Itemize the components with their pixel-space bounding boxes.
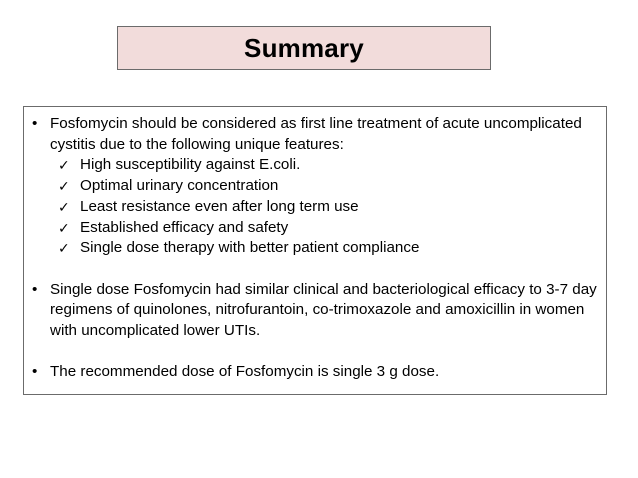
checklist-item	[58, 238, 598, 259]
slide-title: Summary	[244, 32, 364, 63]
checkmark-icon: ✓	[58, 178, 70, 195]
bullet-text: The recommended dose of Fosfomycin is single 3 g dose.	[50, 363, 440, 381]
bullet-item-3	[30, 362, 598, 383]
bullet-dot-icon: •	[32, 363, 38, 381]
features-checklist	[30, 155, 598, 259]
checkmark-icon: ✓	[58, 219, 70, 236]
bullet-text: Single dose Fosfomycin had similar clinical and bacteriological efficacy to 3-7 day regimens of quinolones, nitrofurantoin, co-trimoxazole and amoxicillin in women with uncomplicated lower UTIs.	[50, 280, 597, 340]
checklist-item	[58, 176, 598, 197]
bullet-dot-icon: •	[32, 280, 38, 298]
bullet-item-2	[30, 280, 598, 342]
checkmark-icon: ✓	[58, 157, 70, 174]
checklist-item	[58, 218, 598, 239]
checklist-item-text: Single dose therapy with better patient compliance	[80, 239, 420, 257]
spacer	[30, 342, 598, 363]
title-box	[117, 26, 491, 70]
checkmark-icon: ✓	[58, 198, 70, 215]
bullet-item-1	[30, 114, 598, 155]
checklist-item-text: Established efficacy and safety	[80, 218, 289, 236]
checklist-item-text: Least resistance even after long term use	[80, 197, 359, 215]
checklist-item-text: Optimal urinary concentration	[80, 177, 279, 195]
bullet-text: Fosfomycin should be considered as first line treatment of acute uncomplicated cystitis due to the following unique features:	[50, 115, 582, 153]
checklist-item	[58, 197, 598, 218]
bullet-dot-icon: •	[32, 115, 38, 132]
spacer	[30, 259, 598, 280]
summary-content-box	[23, 106, 607, 395]
checklist-item	[58, 155, 598, 176]
checklist-item-text: High susceptibility against E.coli.	[80, 156, 301, 174]
checkmark-icon: ✓	[58, 240, 70, 257]
